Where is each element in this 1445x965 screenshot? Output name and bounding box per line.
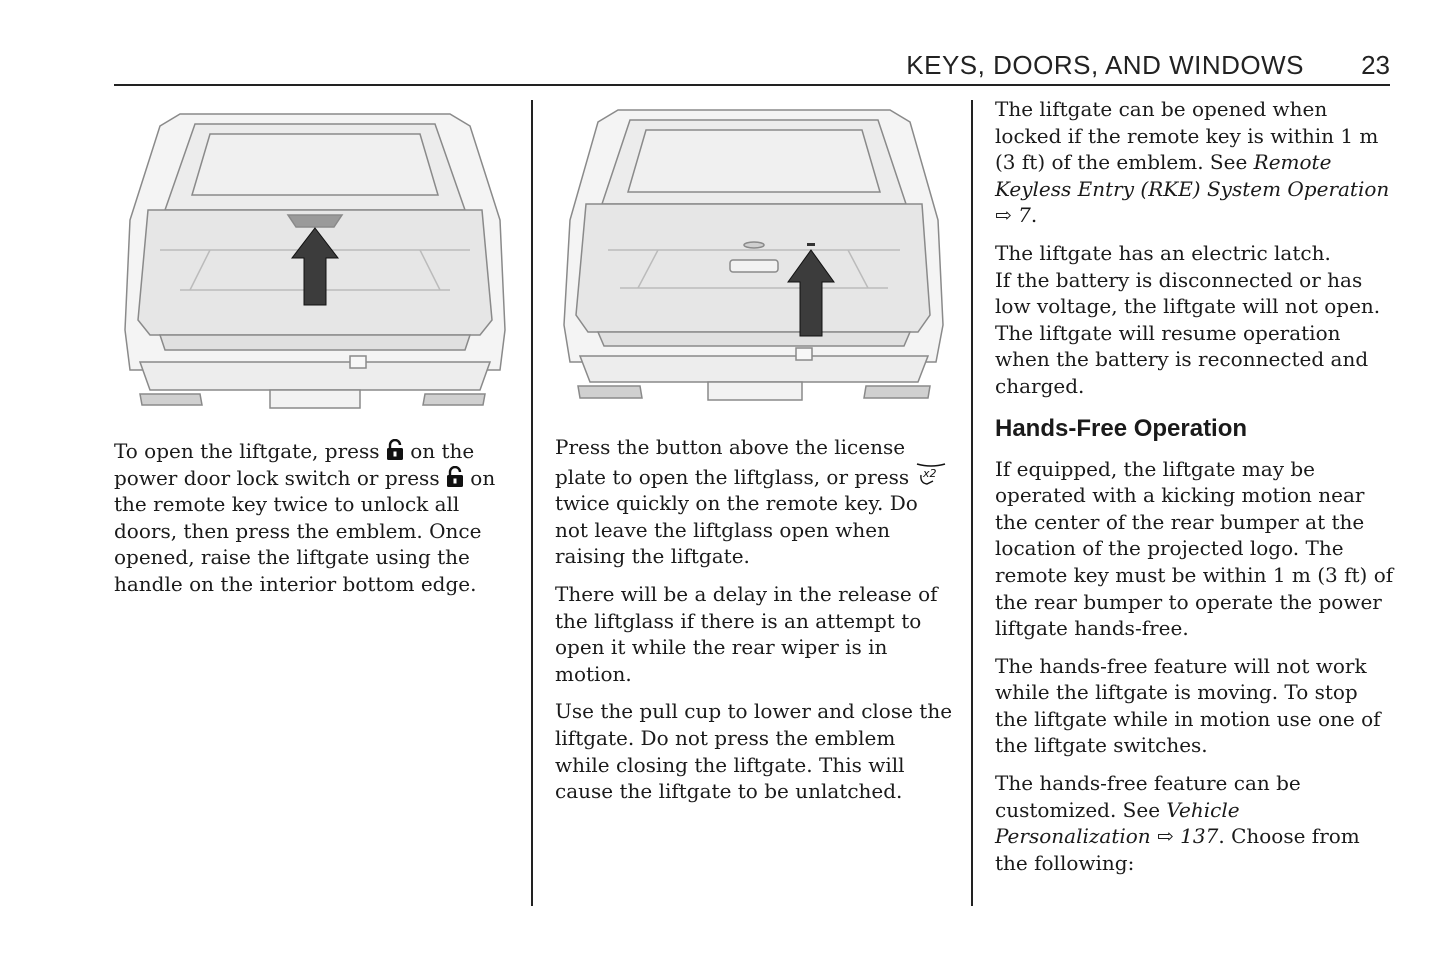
section-title: KEYS, DOORS, AND WINDOWS (906, 50, 1304, 80)
rke-page-ref[interactable]: 7 (1018, 203, 1031, 228)
unlock-icon (386, 439, 404, 461)
page-header (114, 46, 1390, 86)
column-2 (555, 434, 955, 816)
liftgate-license-button-illustration (558, 100, 950, 410)
personalization-page-ref[interactable]: 137 (1180, 824, 1219, 849)
unlock-icon (446, 466, 464, 488)
page-ref-arrow-icon: ⇨ (995, 203, 1012, 228)
hands-free-description: If equipped, the liftgate may be operated with a kicking motion near the center of the rear bumper at the location of the projected logo. The remote key must be within 1 m (3 ft) of the rear bumper to operate the power liftgate hands-free. (995, 456, 1394, 641)
svg-text:x2: x2 (923, 466, 937, 480)
column-divider-2 (971, 100, 973, 906)
remote-key-range-note: The liftgate can be opened when locked if the remote key is within 1 m (3 ft) of the emblem. See Remote Keyless Entry (RKE) System Operation ⇨ 7. (995, 97, 1390, 228)
liftgate-emblem-illustration (120, 100, 510, 420)
column-divider-1 (531, 100, 533, 906)
hands-free-customize-note: The hands-free feature can be customized. See Vehicle Personalization ⇨ 137. Choose from the following: (995, 771, 1360, 875)
vehicle-personalization-link[interactable]: Vehicle Personalization (995, 797, 1240, 849)
column-3 (995, 96, 1395, 887)
page-ref-arrow-icon: ⇨ (1157, 824, 1174, 849)
liftgate-open-instructions: To open the liftgate, press on the power door lock switch or press on the remote key twice to unlock all doors, then press the emblem. Once opened, raise the liftgate using the handle on the interior bottom edge. (114, 439, 496, 596)
electric-latch-note: The liftgate has an electric latch. If the battery is disconnected or has low voltage, the liftgate will not open. The liftgate will resume operation when the battery is reconnected and charged. (995, 240, 1381, 398)
hands-free-heading: Hands-Free Operation (995, 414, 1248, 442)
pull-cup-note: Use the pull cup to lower and close the liftgate. Do not press the emblem while closing the liftgate. This will cause the liftgate to be unlatched. (555, 699, 953, 804)
liftglass-delay-note: There will be a delay in the release of the liftglass if there is an attempt to open it while the rear wiper is in motion. (555, 581, 938, 686)
hands-free-moving-note: The hands-free feature will not work while the liftgate is moving. To stop the liftgate while in motion use one of the liftgate switches. (995, 653, 1381, 758)
rke-reference-link[interactable]: Remote Keyless Entry (RKE) System Operation (995, 150, 1390, 201)
liftglass-instructions: Press the button above the license plate to open the liftglass, or press x2 twice quickly on the remote key. Do not leave the liftglass open when raising the liftgate. (555, 434, 955, 570)
column-1 (114, 438, 514, 609)
page-number: 23 (1361, 50, 1390, 80)
liftglass-x2-icon (915, 461, 947, 487)
